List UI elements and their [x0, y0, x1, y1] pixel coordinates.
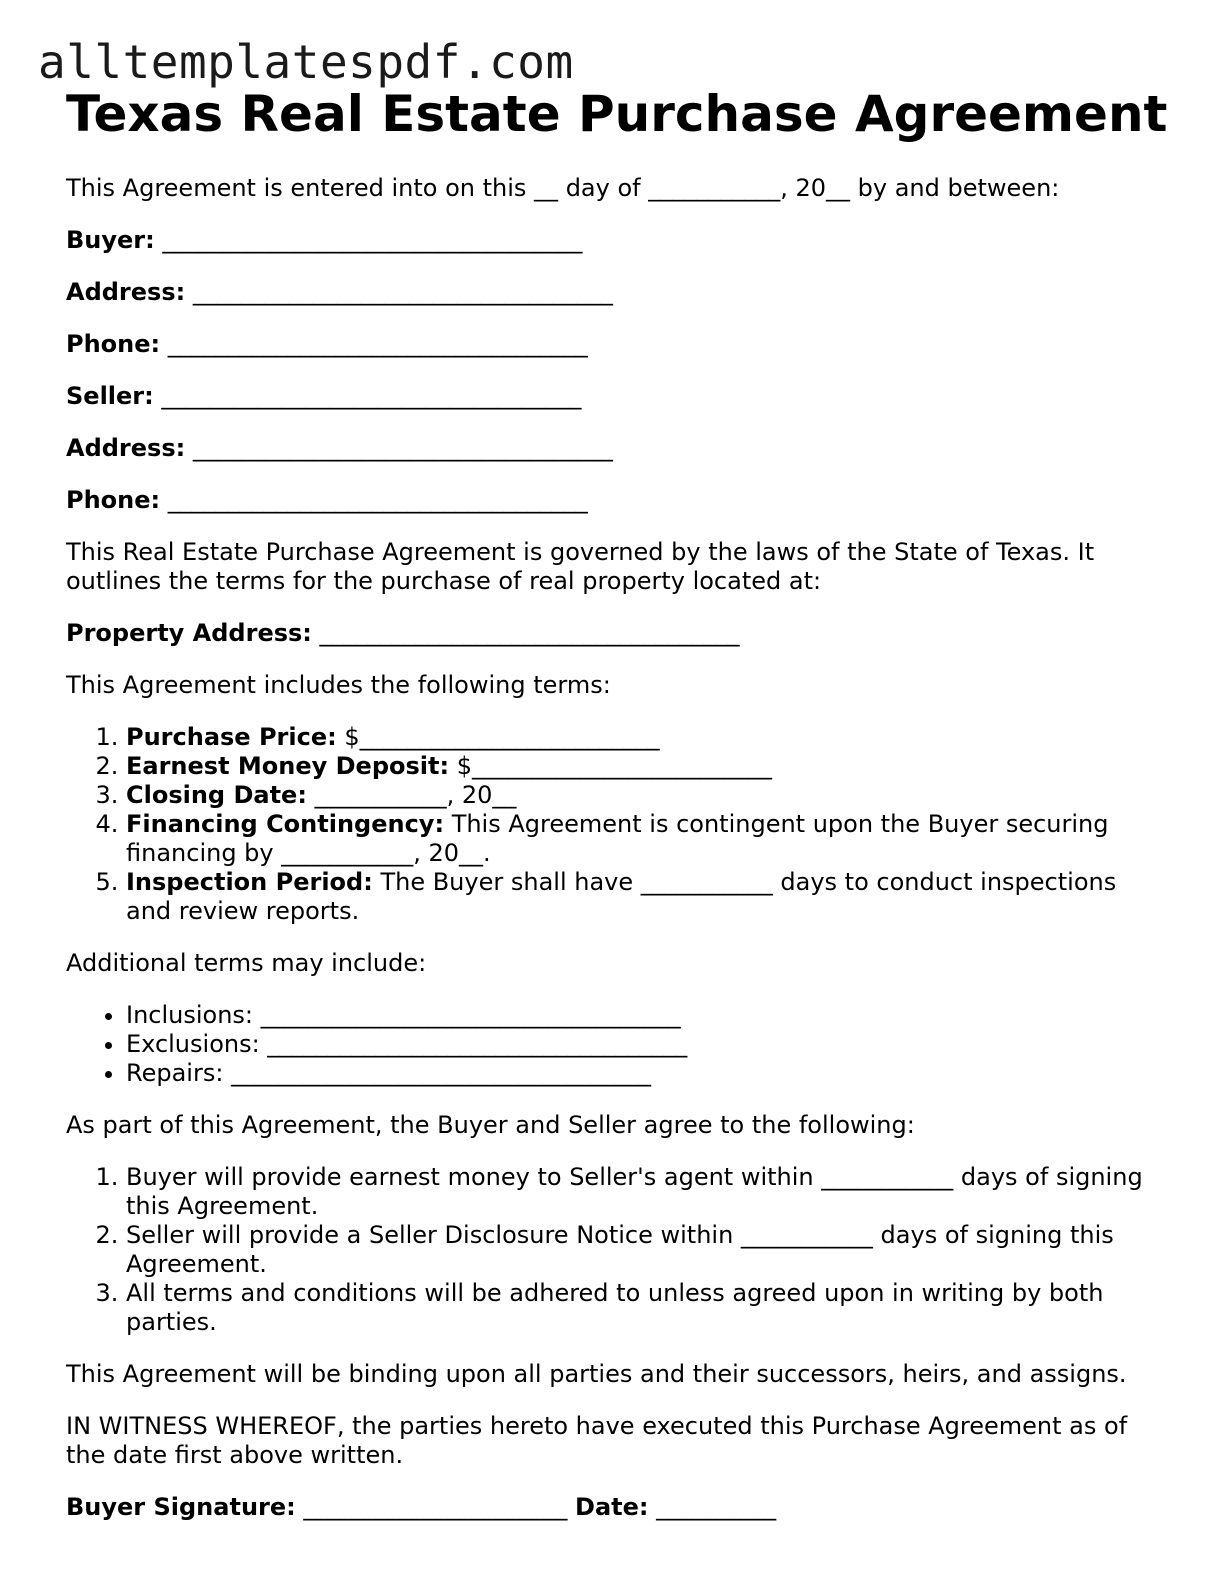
- buyer-address-field[interactable]: [66, 278, 1146, 307]
- field-label: Address:: [66, 434, 186, 462]
- additional-intro: Additional terms may include:: [66, 949, 427, 977]
- buyer-field[interactable]: [66, 226, 1146, 255]
- field-blank: ___________________________________: [162, 226, 583, 254]
- additional-inclusions: • Inclusions: ___________________________________: [126, 1001, 1146, 1030]
- term-text: $_________________________: [456, 752, 773, 780]
- field-label: Seller:: [66, 382, 154, 410]
- page-title: Texas Real Estate Purchase Agreement: [66, 85, 1168, 143]
- term-earnest-money: [126, 752, 1146, 781]
- terms-list: [66, 723, 1146, 926]
- seller-phone-field[interactable]: [66, 486, 1146, 515]
- additional-terms-list: [66, 1001, 1146, 1088]
- agreement-item: 3. All terms and conditions will be adhered to unless agreed upon in writing by both parties.: [126, 1279, 1146, 1337]
- agree-intro: As part of this Agreement, the Buyer and Seller agree to the following:: [66, 1111, 915, 1139]
- terms-intro: This Agreement includes the following terms:: [66, 671, 611, 699]
- term-label: Financing Contingency:: [126, 810, 445, 838]
- term-text: This Agreement is contingent upon the Buyer securing financing by ___________, 20__.: [126, 810, 1109, 867]
- term-label: Inspection Period:: [126, 868, 373, 896]
- term-label: Purchase Price:: [126, 723, 337, 751]
- term-text: ___________, 20__: [314, 781, 517, 809]
- witness-paragraph: IN WITNESS WHEREOF, the parties hereto have executed this Purchase Agreement as of the date first above written.: [66, 1412, 1128, 1469]
- signature-line[interactable]: [66, 1493, 1146, 1522]
- field-blank: ___________________________________: [192, 278, 613, 306]
- field-blank: ___________________________________: [192, 434, 613, 462]
- field-label: Buyer:: [66, 226, 155, 254]
- additional-exclusions: • Exclusions: ___________________________________: [126, 1030, 1146, 1059]
- field-blank: ___________________________________: [167, 486, 588, 514]
- field-label: Phone:: [66, 486, 161, 514]
- agreement-item: 2. Seller will provide a Seller Disclosure Notice within ___________ days of signing this Agreement.: [126, 1221, 1146, 1279]
- term-text: The Buyer shall have ___________ days to conduct inspections and review reports.: [126, 868, 1117, 925]
- term-label: Closing Date:: [126, 781, 307, 809]
- seller-address-field[interactable]: [66, 434, 1146, 463]
- seller-field[interactable]: [66, 382, 1146, 411]
- signature-label: Buyer Signature:: [66, 1493, 296, 1521]
- watermark: alltemplatespdf.com: [38, 35, 574, 89]
- field-label: Address:: [66, 278, 186, 306]
- term-financing: [126, 810, 1146, 868]
- term-label: Earnest Money Deposit:: [126, 752, 450, 780]
- term-purchase-price: [126, 723, 1146, 752]
- property-address-field[interactable]: [66, 619, 1146, 648]
- additional-repairs: • Repairs: ___________________________________: [126, 1059, 1146, 1088]
- buyer-phone-field[interactable]: [66, 330, 1146, 359]
- date-blank: __________: [656, 1493, 777, 1521]
- field-blank: ___________________________________: [319, 619, 740, 647]
- field-label: Phone:: [66, 330, 161, 358]
- date-label: Date:: [575, 1493, 649, 1521]
- document-body: [66, 174, 1146, 1545]
- signature-blank: ______________________: [303, 1493, 568, 1521]
- binding-paragraph: This Agreement will be binding upon all parties and their successors, heirs, and assigns.: [66, 1360, 1127, 1388]
- term-closing-date: [126, 781, 1146, 810]
- field-label: Property Address:: [66, 619, 312, 647]
- term-inspection: [126, 868, 1146, 926]
- governing-law-paragraph: This Real Estate Purchase Agreement is governed by the laws of the State of Texas. It outlines the terms for the purchase of real property located at:: [66, 538, 1095, 595]
- agreement-item: 1. Buyer will provide earnest money to Seller's agent within ___________ days of signing this Agreement.: [126, 1163, 1146, 1221]
- intro-paragraph: This Agreement is entered into on this __ day of ___________, 20__ by and between:: [66, 174, 1060, 202]
- term-text: $_________________________: [344, 723, 660, 751]
- agreements-list: [66, 1163, 1146, 1337]
- field-blank: ___________________________________: [167, 330, 588, 358]
- field-blank: ___________________________________: [161, 382, 582, 410]
